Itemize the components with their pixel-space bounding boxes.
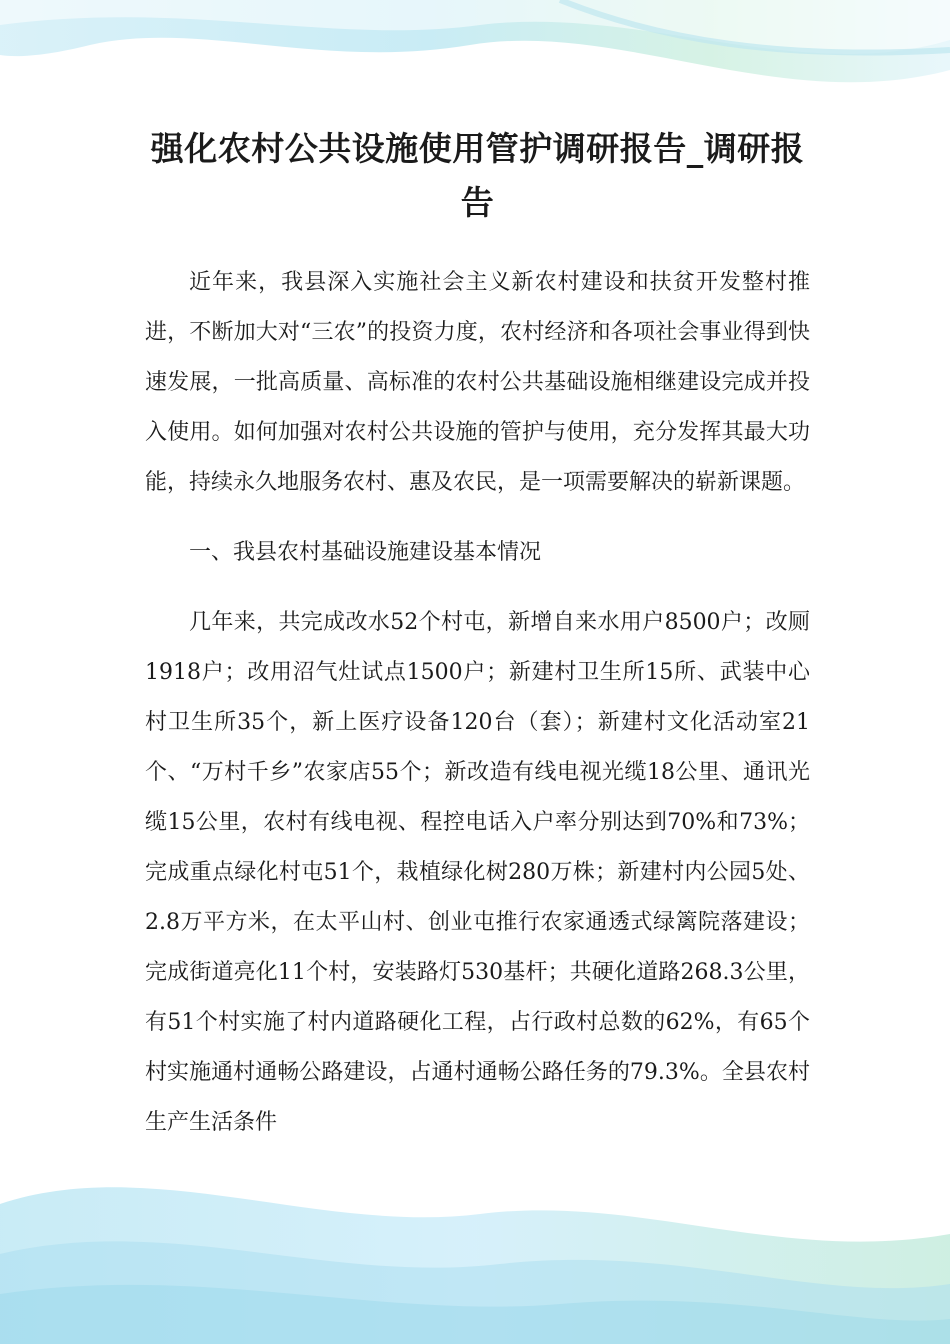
- intro-paragraph: 近年来，我县深入实施社会主义新农村建设和扶贫开发整村推进，不断加大对“三农”的投资力度，农村经济和各项社会事业得到快速发展，一批高质量、高标准的农村公共基础设施相继建设完成并投入使用。如何加强对农村公共设施的管护与使用，充分发挥其最大功能，持续永久地服务农村、惠及农民，是一项需要解决的崭新课题。: [145, 270, 810, 495]
- document-title: 强化农村公共设施使用管护调研报告_调研报告: [150, 129, 805, 222]
- document-body: [145, 122, 810, 1148]
- document-content: [145, 258, 810, 1148]
- section-heading: 一、我县农村基础设施建设基本情况: [189, 540, 542, 565]
- body-paragraph: 几年来，共完成改水52个村屯，新增自来水用户8500户；改厕1918户；改用沼气灶试点1500户；新建村卫生所15所、武装中心村卫生所35个，新上医疗设备120台（套）；新建村文化活动室21个、“万村千乡”农家店55个；新改造有线电视光缆18公里、通讯光缆15公里，农村有线电视、程控电话入户率分别达到70%和73%；完成重点绿化村屯51个，栽植绿化树280万株；新建村内公园5处、2.8万平方米，在太平山村、创业屯推行农家通透式绿篱院落建设；完成街道亮化11个村，安装路灯530基杆；共硬化道路268.3公里，有51个村实施了村内道路硬化工程，占行政村总数的62%，有65个村实施通村通畅公路建设，占通村通畅公路任务的79.3%。全县农村生产生活条件: [145, 610, 811, 1135]
- top-wave-decoration: [0, 0, 950, 130]
- bottom-wave-decoration: [0, 1144, 950, 1344]
